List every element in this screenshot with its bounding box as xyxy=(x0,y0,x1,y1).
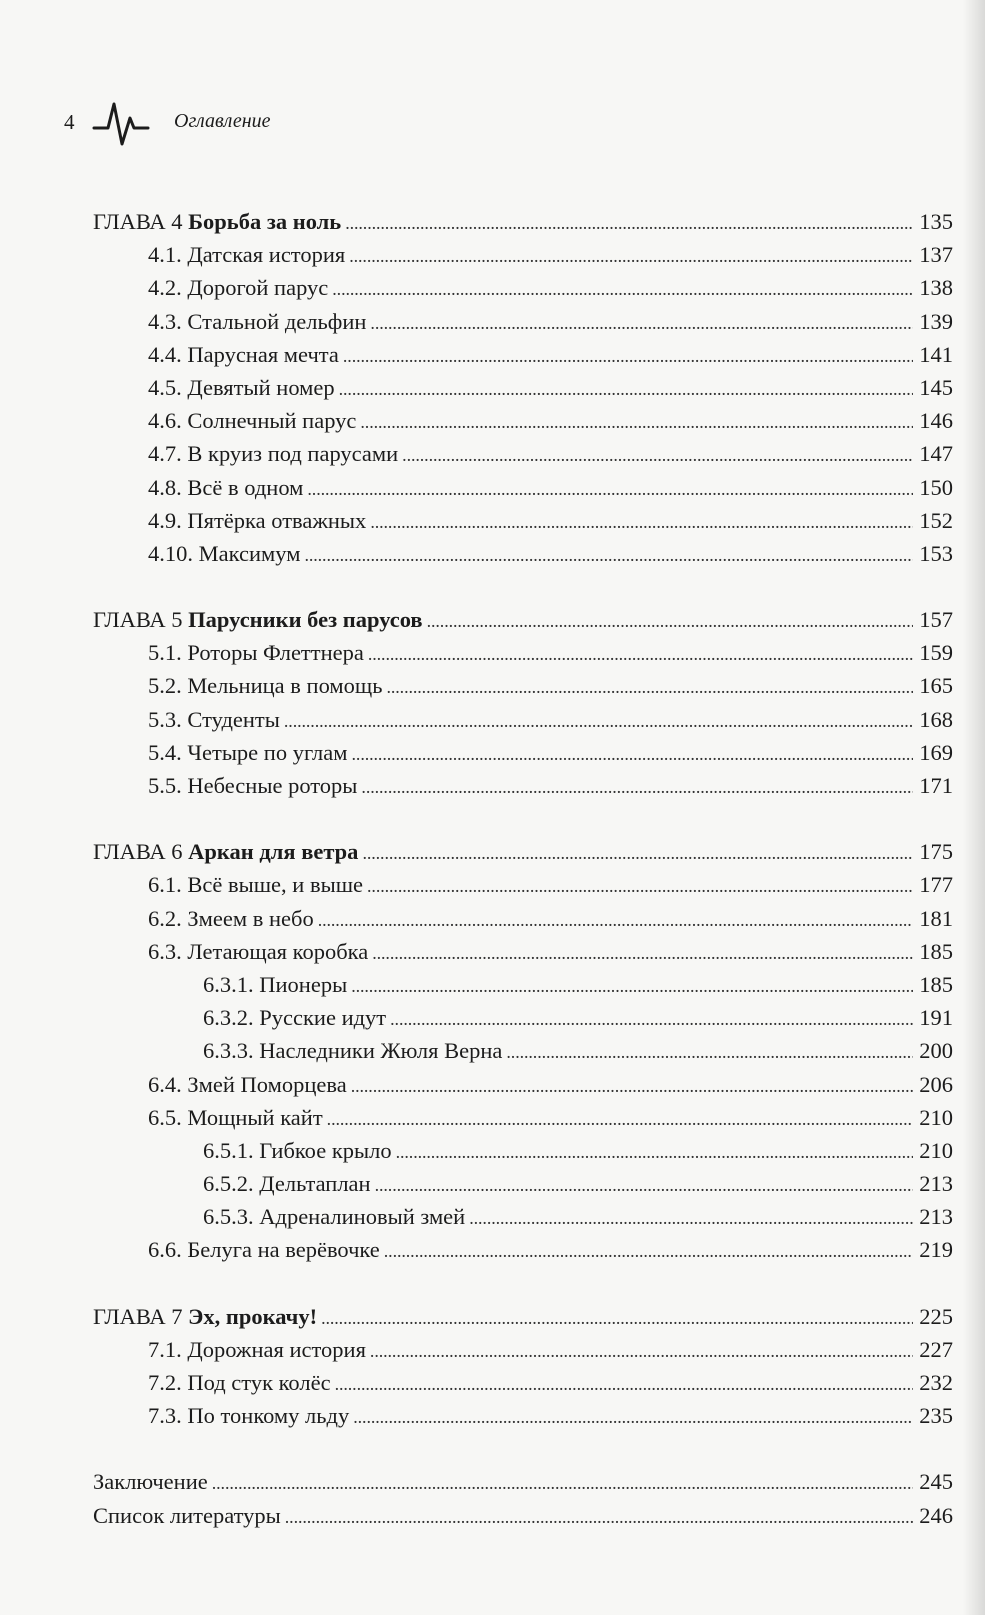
chapter-label xyxy=(93,1300,317,1333)
toc-group xyxy=(93,835,953,1266)
section-entry[interactable] xyxy=(93,769,953,802)
page-reference: 245 xyxy=(919,1469,953,1495)
page-reference: 232 xyxy=(919,1370,953,1395)
chapter-number: ГЛАВА 4 xyxy=(93,209,183,234)
entry-label: 7.1. Дорожная история xyxy=(148,1336,366,1362)
dot-leader xyxy=(285,1501,913,1534)
dot-leader xyxy=(307,473,913,506)
entry-label: 4.9. Пятёрка отважных xyxy=(148,507,367,533)
page-reference: 246 xyxy=(919,1502,953,1528)
page-reference: 147 xyxy=(919,441,953,467)
chapter-heading[interactable] xyxy=(93,1300,953,1333)
entry-label: 6.6. Белуга на верёвочке xyxy=(148,1237,380,1263)
section-entry[interactable] xyxy=(93,504,953,537)
entry-label: 7.2. Под стук колёс xyxy=(148,1370,331,1395)
chapter-number: ГЛАВА 7 xyxy=(93,1303,183,1329)
dot-leader xyxy=(361,771,913,804)
page-reference: 138 xyxy=(919,275,953,301)
dot-leader xyxy=(351,970,913,1003)
subsubsection-entry[interactable] xyxy=(93,968,953,1001)
entry-label: 6.4. Змей Поморцева xyxy=(148,1071,347,1097)
section-entry[interactable] xyxy=(93,1233,953,1266)
section-entry[interactable] xyxy=(93,868,953,901)
dot-leader xyxy=(339,373,913,406)
dot-leader xyxy=(353,1401,913,1434)
section-entry[interactable] xyxy=(93,404,953,437)
entry-label: 5.2. Мельница в помощь xyxy=(148,673,383,699)
section-entry[interactable] xyxy=(93,736,953,769)
dot-leader xyxy=(367,870,913,903)
section-entry[interactable] xyxy=(93,1101,953,1134)
page-reference: 152 xyxy=(919,507,953,533)
page-reference: 210 xyxy=(919,1137,953,1163)
chapter-number: ГЛАВА 5 xyxy=(93,607,183,633)
section-entry[interactable] xyxy=(93,636,953,669)
section-entry[interactable] xyxy=(93,338,953,371)
page-reference: 169 xyxy=(919,739,953,765)
page-reference: 219 xyxy=(919,1237,953,1263)
section-entry[interactable] xyxy=(93,1068,953,1101)
dot-leader xyxy=(284,705,913,738)
page-reference: 159 xyxy=(919,640,953,666)
dot-leader xyxy=(402,439,913,472)
section-entry[interactable] xyxy=(93,935,953,968)
entry-label: 4.8. Всё в одном xyxy=(148,474,304,500)
page-reference: 141 xyxy=(919,341,953,367)
toc-group xyxy=(93,205,953,570)
dot-leader xyxy=(469,1202,913,1235)
page-reference: 150 xyxy=(919,474,953,500)
section-entry[interactable] xyxy=(93,537,953,570)
dot-leader xyxy=(375,1169,913,1202)
entry-label: 4.3. Стальной дельфин xyxy=(148,308,367,334)
page-reference: 185 xyxy=(919,971,953,997)
section-entry[interactable] xyxy=(93,271,953,304)
dot-leader xyxy=(372,937,913,970)
dot-leader xyxy=(343,340,913,373)
entry-label: 4.2. Дорогой парус xyxy=(148,275,329,301)
entry-label: 5.3. Студенты xyxy=(148,706,280,732)
dot-leader xyxy=(349,240,913,273)
header-title: Оглавление xyxy=(174,110,271,132)
subsubsection-entry[interactable] xyxy=(93,1200,953,1233)
dot-leader xyxy=(396,1136,913,1169)
dot-leader xyxy=(362,837,913,870)
dot-leader xyxy=(370,506,913,539)
dot-leader xyxy=(370,307,913,340)
page-reference: 210 xyxy=(919,1104,953,1130)
chapter-label xyxy=(93,603,423,636)
page-reference: 145 xyxy=(919,374,953,400)
running-header xyxy=(64,100,464,150)
entry-label: 6.3.1. Пионеры xyxy=(203,971,348,997)
page-reference: 213 xyxy=(919,1171,953,1197)
subsubsection-entry[interactable] xyxy=(93,1034,953,1067)
dot-leader xyxy=(327,1103,913,1136)
entry-label: 6.3.3. Наследники Жюля Верна xyxy=(203,1038,503,1064)
page-reference: 181 xyxy=(919,905,953,931)
chapter-label xyxy=(93,205,341,238)
section-entry[interactable] xyxy=(93,703,953,736)
dot-leader xyxy=(318,904,913,937)
toc-group xyxy=(93,603,953,802)
chapter-title: Аркан для ветра xyxy=(188,839,359,865)
dot-leader xyxy=(386,671,913,704)
section-entry[interactable] xyxy=(93,371,953,404)
entry-label: 6.5.3. Адреналиновый змей xyxy=(203,1204,466,1230)
chapter-label xyxy=(93,835,358,868)
dot-leader xyxy=(351,1070,913,1103)
page-reference: 137 xyxy=(919,242,953,268)
dot-leader xyxy=(360,406,913,439)
chapter-title: Борьба за ноль xyxy=(188,209,342,234)
chapter-title: Парусники без парусов xyxy=(188,607,423,633)
dot-leader xyxy=(368,638,913,671)
section-entry[interactable] xyxy=(93,238,953,271)
chapter-title: Эх, прокачу! xyxy=(188,1303,318,1329)
page-reference: 135 xyxy=(919,209,953,234)
page-number: 4 xyxy=(64,110,75,134)
section-entry[interactable] xyxy=(93,1366,953,1399)
page-reference: 191 xyxy=(919,1005,953,1031)
page-reference: 235 xyxy=(919,1403,953,1429)
toc-group xyxy=(93,1465,953,1531)
dot-leader xyxy=(506,1036,913,1069)
entry-label: 7.3. По тонкому льду xyxy=(148,1403,350,1429)
page-reference: 227 xyxy=(919,1336,953,1362)
dot-leader xyxy=(427,605,913,638)
section-entry[interactable] xyxy=(93,437,953,470)
section-entry[interactable] xyxy=(93,1333,953,1366)
entry-label: 6.1. Всё выше, и выше xyxy=(148,872,364,898)
chapter-heading[interactable] xyxy=(93,603,953,636)
entry-label: Список литературы xyxy=(93,1502,281,1528)
entry-label: 5.1. Роторы Флеттнера xyxy=(148,640,364,666)
entry-label: 5.5. Небесные роторы xyxy=(148,773,358,798)
table-of-contents xyxy=(93,205,953,1565)
dot-leader xyxy=(212,1467,913,1500)
section-entry[interactable] xyxy=(93,1399,953,1432)
page-reference: 177 xyxy=(919,872,953,898)
subsubsection-entry[interactable] xyxy=(93,1001,953,1034)
subsubsection-entry[interactable] xyxy=(93,1167,953,1200)
entry-label: 4.4. Парусная мечта xyxy=(148,341,339,367)
toc-group xyxy=(93,1300,953,1433)
entry-label: Заключение xyxy=(93,1469,208,1495)
dot-leader xyxy=(370,1335,913,1368)
page-reference: 225 xyxy=(919,1303,953,1329)
dot-leader xyxy=(332,273,913,306)
entry-label: 5.4. Четыре по углам xyxy=(148,739,348,765)
chapter-heading[interactable] xyxy=(93,205,953,238)
backmatter-entry[interactable] xyxy=(93,1499,953,1532)
entry-label: 4.7. В круиз под парусами xyxy=(148,441,399,467)
page-reference: 213 xyxy=(919,1204,953,1230)
dot-leader xyxy=(345,207,913,240)
page-edge-shadow xyxy=(963,0,985,1615)
entry-label: 6.5. Мощный кайт xyxy=(148,1104,323,1130)
entry-label: 4.1. Датская история xyxy=(148,242,346,268)
dot-leader xyxy=(352,738,913,771)
chapter-number: ГЛАВА 6 xyxy=(93,839,183,865)
page-reference: 157 xyxy=(919,607,953,633)
section-entry[interactable] xyxy=(93,305,953,338)
page-reference: 175 xyxy=(919,839,953,865)
entry-label: 6.5.2. Дельтаплан xyxy=(203,1171,371,1197)
page-reference: 206 xyxy=(919,1071,953,1097)
entry-label: 6.5.1. Гибкое крыло xyxy=(203,1137,392,1163)
section-entry[interactable] xyxy=(93,669,953,702)
page-reference: 139 xyxy=(919,308,953,334)
section-entry[interactable] xyxy=(93,471,953,504)
chapter-heading[interactable] xyxy=(93,835,953,868)
page-reference: 200 xyxy=(919,1038,953,1064)
dot-leader xyxy=(335,1368,913,1401)
page-reference: 168 xyxy=(919,706,953,732)
dot-leader xyxy=(384,1235,913,1268)
dot-leader xyxy=(390,1003,913,1036)
entry-label: 4.10. Максимум xyxy=(148,540,301,566)
section-entry[interactable] xyxy=(93,902,953,935)
entry-label: 6.3. Летающая коробка xyxy=(148,938,369,964)
dot-leader xyxy=(304,539,913,572)
dot-leader xyxy=(321,1302,913,1335)
page-reference: 185 xyxy=(919,938,953,964)
page-reference: 146 xyxy=(919,408,953,434)
pulse-line-icon xyxy=(92,100,172,155)
page-reference: 171 xyxy=(919,773,953,798)
entry-label: 4.6. Солнечный парус xyxy=(148,408,357,434)
subsubsection-entry[interactable] xyxy=(93,1134,953,1167)
entry-label: 4.5. Девятый номер xyxy=(148,374,335,400)
entry-label: 6.2. Змеем в небо xyxy=(148,905,314,931)
page-reference: 165 xyxy=(919,673,953,699)
entry-label: 6.3.2. Русские идут xyxy=(203,1005,387,1031)
page-reference: 153 xyxy=(919,540,953,566)
backmatter-entry[interactable] xyxy=(93,1465,953,1498)
